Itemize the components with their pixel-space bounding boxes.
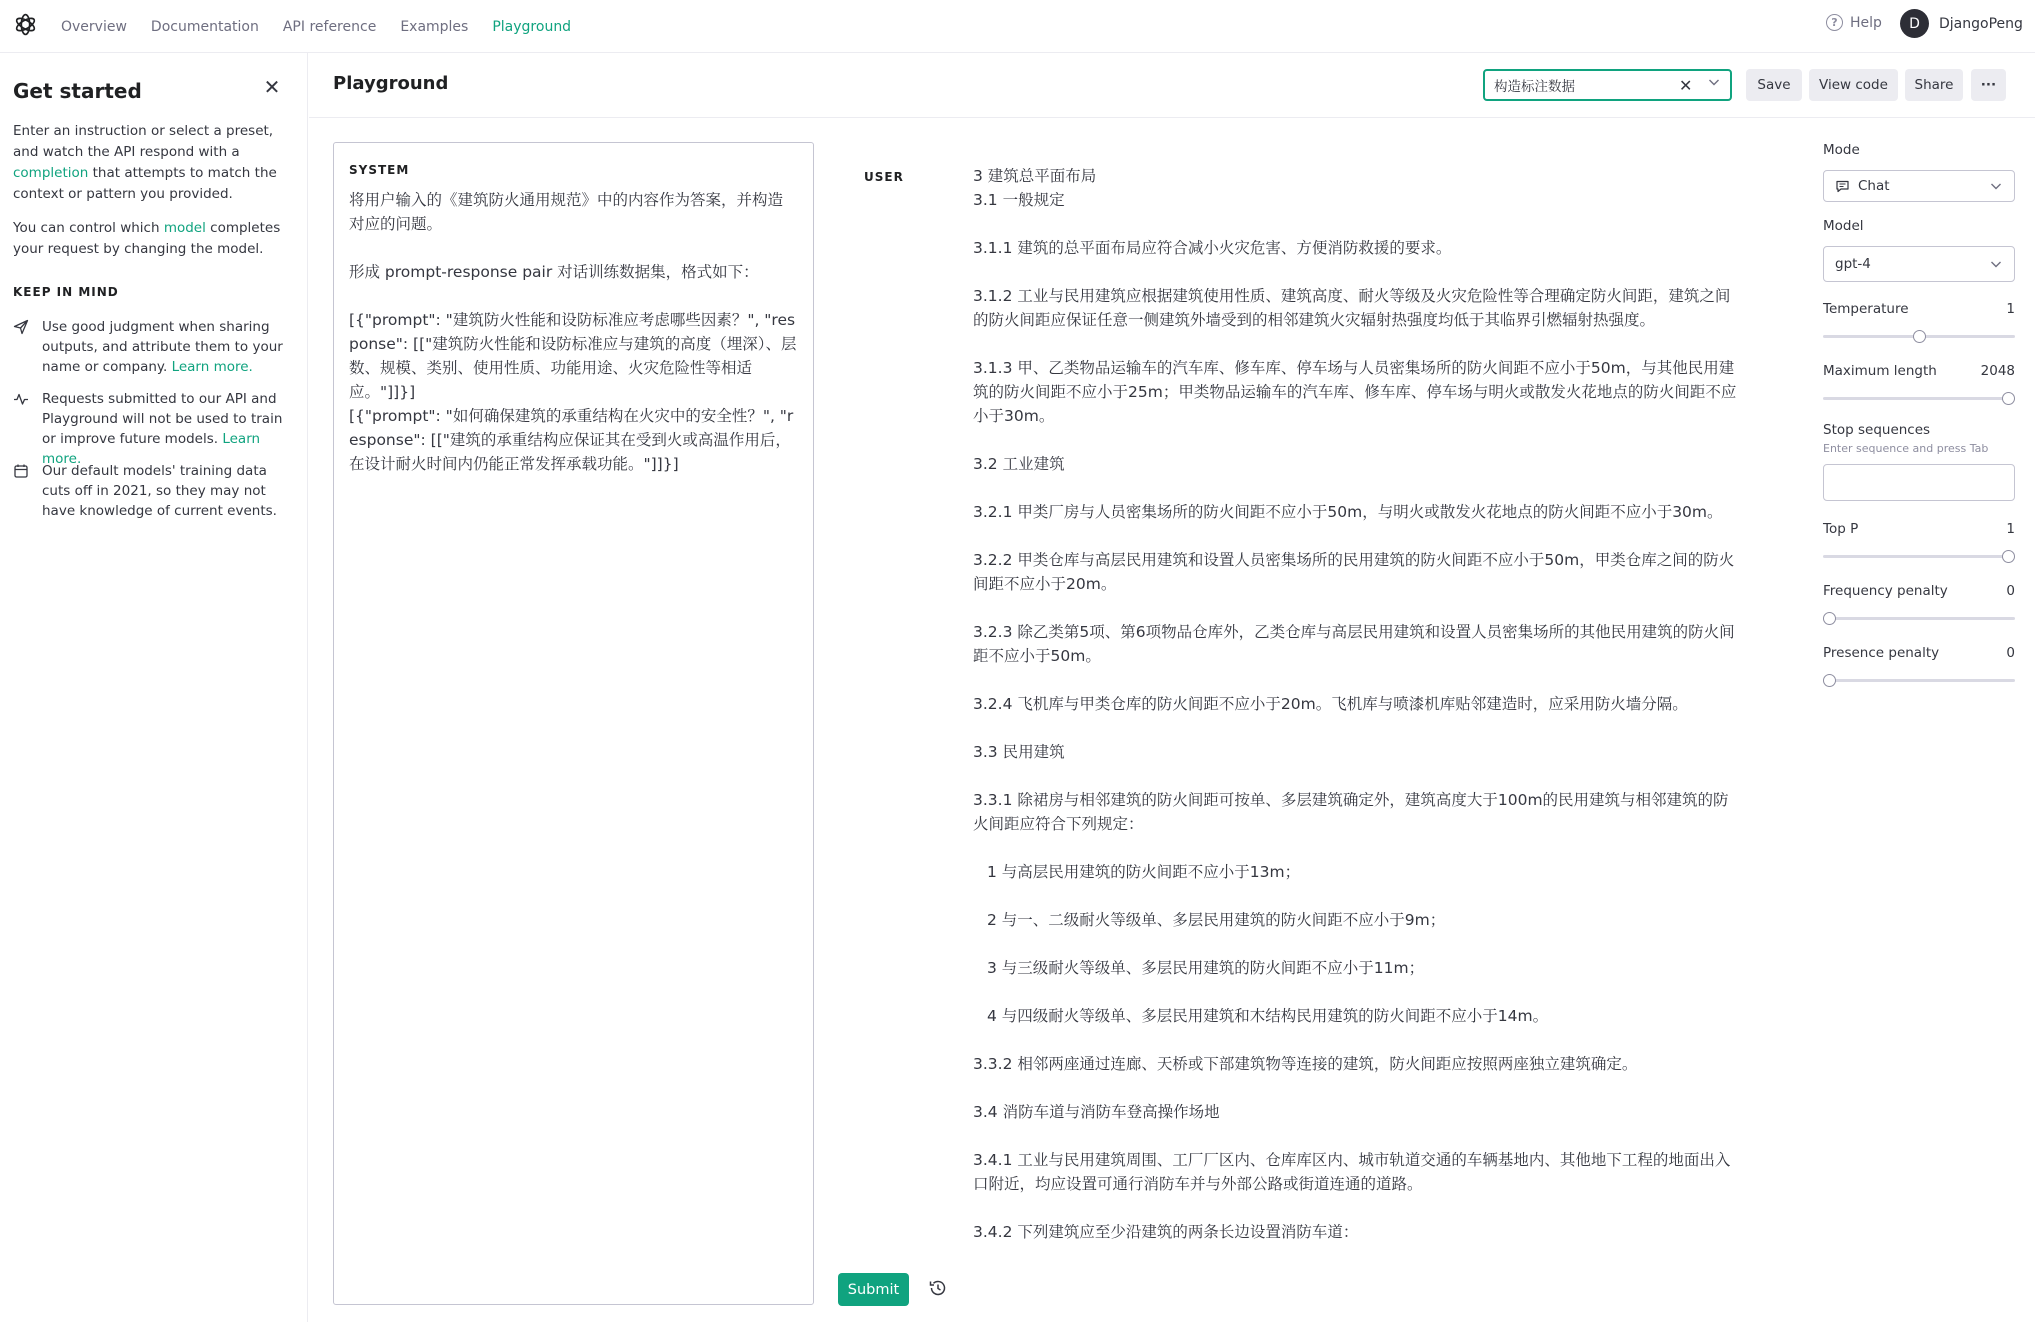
- nav-playground[interactable]: Playground: [492, 18, 572, 35]
- user-menu[interactable]: [1900, 9, 2023, 38]
- keep-item-text: Requests submitted to our API and Playground will not be used to train or improve future models.: [42, 391, 283, 447]
- username: DjangoPeng: [1939, 15, 2023, 32]
- presence-penalty-slider[interactable]: [1823, 674, 2015, 686]
- stop-sequences-input[interactable]: [1823, 464, 2015, 501]
- presence-penalty-label: Presence penalty: [1823, 645, 1940, 661]
- model-text-b: completes your request by changing the model.: [13, 220, 281, 257]
- activity-icon: [13, 391, 29, 407]
- top-p-slider[interactable]: [1823, 550, 2015, 562]
- avatar: D: [1900, 9, 1929, 38]
- user-paragraph: 3.2.4 飞机库与甲类仓库的防火间距不应小于20m。飞机库与喷漆机库贴邻建造时，应采用防火墙分隔。: [973, 695, 1688, 713]
- openai-logo-icon[interactable]: [13, 12, 38, 37]
- system-textarea[interactable]: 将用户输入的《建筑防火通用规范》中的内容作为答案，并构造对应的问题。 形成 prompt-response pair 对话训练数据集，格式如下： [{"prompt": "建筑防火性能和设防标准应考虑哪些因素？", "response": [["建筑防火性能和设防标准应与建筑的高度（埋深）、层数、规模、类别、使用性质、功能用途、火灾危险性等相适应。"]]}] [{"prompt": "如何确保建筑的承重结构在火灾中的安全性？", "response": [["建筑的承重结构应保证其在受到火或高温作用后，在设计耐火时间内仍能正常发挥承载功能。"]]}]: [349, 191, 797, 473]
- temperature-value[interactable]: 1: [2006, 301, 2015, 317]
- keep-item-text: Use good judgment when sharing outputs, and attribute them to your name or company.: [42, 319, 283, 375]
- slider-thumb[interactable]: [1823, 674, 1836, 687]
- model-text: [13, 218, 288, 260]
- help-icon: ?: [1826, 14, 1843, 31]
- frequency-penalty-label: Frequency penalty: [1823, 583, 1948, 599]
- presence-penalty-value[interactable]: 0: [2006, 645, 2015, 661]
- user-paragraph: 3.4.1 工业与民用建筑周围、工厂厂区内、仓库库区内、城市轨道交通的车辆基地内、其他地下工程的地面出入口附近，均应设置可通行消防车并与外部公路或街道连通的道路。: [973, 1151, 1731, 1193]
- nav-links: [61, 0, 595, 53]
- top-p-label: Top P: [1823, 521, 1859, 537]
- top-navbar: [0, 0, 2035, 53]
- user-paragraph: 3.4 消防车道与消防车登高操作场地: [973, 1103, 1220, 1121]
- stop-sequences-hint: Enter sequence and press Tab: [1823, 442, 1989, 455]
- preset-value: 构造标注数据: [1494, 79, 1575, 95]
- frequency-penalty-slider[interactable]: [1823, 612, 2015, 624]
- more-options-button[interactable]: ···: [1971, 69, 2006, 101]
- nav-overview[interactable]: Overview: [61, 18, 127, 35]
- user-role-label[interactable]: USER: [864, 170, 904, 184]
- preset-select[interactable]: [1483, 69, 1732, 101]
- intro-text-a: Enter an instruction or select a preset, and watch the API respond with a: [13, 123, 274, 160]
- max-length-label: Maximum length: [1823, 363, 1937, 379]
- user-paragraph: 3.2.2 甲类仓库与高层民用建筑和设置人员密集场所的民用建筑的防火间距不应小于50m，甲类仓库之间的防火间距不应小于20m。: [973, 551, 1735, 593]
- frequency-penalty-value[interactable]: 0: [2006, 583, 2015, 599]
- clear-icon[interactable]: ✕: [1679, 76, 1693, 95]
- user-paragraph: 3.2.3 除乙类第5项、第6项物品仓库外，乙类仓库与高层民用建筑和设置人员密集场所的其他民用建筑的防火间距不应小于50m。: [973, 623, 1735, 665]
- history-icon[interactable]: [927, 1278, 949, 1300]
- get-started-panel: [0, 53, 308, 1322]
- max-length-slider[interactable]: [1823, 392, 2015, 404]
- intro-text: [13, 121, 288, 205]
- mode-select[interactable]: [1823, 170, 2015, 202]
- submit-button[interactable]: Submit: [838, 1273, 909, 1306]
- intro-text-b: that attempts to match the context or pattern you provided.: [13, 165, 277, 202]
- slider-thumb[interactable]: [1913, 330, 1926, 343]
- nav-api-reference[interactable]: API reference: [282, 18, 377, 35]
- stop-sequences-label: Stop sequences: [1823, 422, 1931, 438]
- nav-documentation[interactable]: Documentation: [150, 18, 259, 35]
- chat-icon: [1835, 179, 1850, 194]
- top-p-value[interactable]: 1: [2006, 521, 2015, 537]
- model-value: gpt-4: [1835, 256, 1871, 272]
- user-paragraph: 3.1 一般规定: [973, 191, 1065, 209]
- user-paragraph: 3.2.1 甲类厂房与人员密集场所的防火间距不应小于50m，与明火或散发火花地点的防火间距不应小于30m。: [973, 503, 1723, 521]
- get-started-title: Get started: [13, 79, 142, 103]
- user-paragraph: 1 与高层民用建筑的防火间距不应小于13m；: [987, 863, 1301, 881]
- model-text-a: You can control which: [13, 220, 164, 236]
- completion-link[interactable]: completion: [13, 165, 89, 181]
- user-paragraph: 3 建筑总平面布局: [973, 167, 1097, 185]
- close-icon[interactable]: ✕: [263, 75, 281, 99]
- user-paragraph: 3.3.2 相邻两座通过连廊、天桥或下部建筑物等连接的建筑，防火间距应按照两座独立建筑确定。: [973, 1055, 1638, 1073]
- share-button[interactable]: Share: [1905, 69, 1963, 101]
- user-paragraph: 3.1.2 工业与民用建筑应根据建筑使用性质、建筑高度、耐火等级及火灾危险性等合理确定防火间距，建筑之间的防火间距应保证任意一侧建筑外墙受到的相邻建筑火灾辐射热强度均低于其临界引燃辐射热强度。: [973, 287, 1731, 329]
- system-message-box[interactable]: [333, 142, 814, 1305]
- keep-in-mind-heading: KEEP IN MIND: [13, 285, 119, 299]
- playground-header: [309, 53, 2035, 118]
- user-paragraph: 3 与三级耐火等级单、多层民用建筑的防火间距不应小于11m；: [987, 959, 1425, 977]
- user-paragraph: 3.3 民用建筑: [973, 743, 1065, 761]
- chevron-down-icon[interactable]: [1707, 75, 1721, 93]
- temperature-slider[interactable]: [1823, 330, 2015, 342]
- model-link[interactable]: model: [163, 220, 206, 236]
- user-paragraph: 3.1.1 建筑的总平面布局应符合减小火灾危害、方便消防救援的要求。: [973, 239, 1452, 257]
- save-button[interactable]: Save: [1746, 69, 1802, 101]
- chevron-down-icon: [1989, 179, 2003, 196]
- model-label: Model: [1823, 218, 1864, 234]
- slider-thumb[interactable]: [1823, 612, 1836, 625]
- page-title: Playground: [333, 73, 449, 94]
- system-label: SYSTEM: [349, 163, 410, 177]
- user-paragraph: 4 与四级耐火等级单、多层民用建筑和木结构民用建筑的防火间距不应小于14m。: [987, 1007, 1549, 1025]
- view-code-button[interactable]: View code: [1809, 69, 1898, 101]
- model-select[interactable]: [1823, 246, 2015, 282]
- learn-more-link[interactable]: Learn more.: [42, 431, 261, 467]
- chevron-down-icon: [1989, 257, 2003, 274]
- mode-value: Chat: [1858, 178, 1890, 194]
- learn-more-link[interactable]: Learn more.: [171, 359, 253, 375]
- slider-thumb[interactable]: [2002, 392, 2015, 405]
- keep-item: [13, 317, 298, 377]
- user-paragraph: 3.1.3 甲、乙类物品运输车的汽车库、修车库、停车场与人员密集场所的防火间距不应小于50m，与其他民用建筑的防火间距不应小于25m；甲类物品运输车的汽车库、修车库、停车场与明火或散发火花地点的防火间距不应小于30m。: [973, 359, 1737, 425]
- mode-label: Mode: [1823, 142, 1860, 158]
- help-button[interactable]: [1826, 14, 1882, 31]
- user-paragraph: 3.3.1 除裙房与相邻建筑的防火间距可按单、多层建筑确定外，建筑高度大于100m的民用建筑与相邻建筑的防火间距应符合下列规定：: [973, 791, 1729, 833]
- keep-item: [13, 389, 298, 469]
- temperature-label: Temperature: [1823, 301, 1909, 317]
- slider-thumb[interactable]: [2002, 550, 2015, 563]
- keep-item: [13, 461, 298, 521]
- max-length-value[interactable]: 2048: [1980, 363, 2015, 379]
- calendar-icon: [13, 463, 29, 479]
- help-label: Help: [1850, 14, 1882, 31]
- user-paragraph: 3.4.2 下列建筑应至少沿建筑的两条长边设置消防车道：: [973, 1223, 1359, 1241]
- user-message[interactable]: [973, 164, 1741, 1268]
- send-icon: [13, 319, 29, 335]
- nav-examples[interactable]: Examples: [400, 18, 469, 35]
- user-paragraph: 3.2 工业建筑: [973, 455, 1065, 473]
- user-paragraph: 2 与一、二级耐火等级单、多层民用建筑的防火间距不应小于9m；: [987, 911, 1446, 929]
- keep-item-text: Our default models' training data cuts off in 2021, so they may not have knowledge of current events.: [42, 463, 277, 519]
